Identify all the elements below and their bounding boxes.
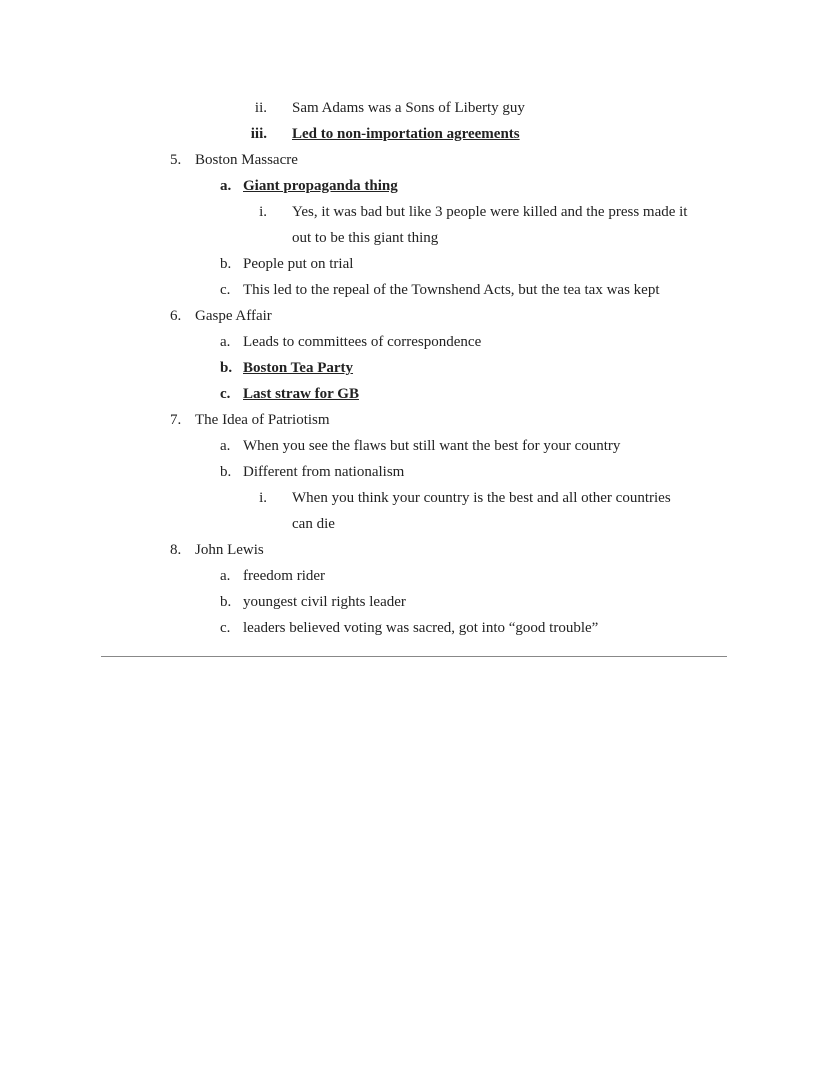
list-item [0,303,828,329]
list-item-text: People put on trial [243,256,354,272]
list-item-text: Boston Tea Party [243,360,354,376]
list-marker: 6. [170,308,182,324]
list-marker: 5. [170,152,182,168]
list-marker: iii. [250,126,267,142]
list-item-text: Led to non-importation agreements [292,126,520,142]
list-item [0,407,828,433]
list-item [0,459,828,485]
list-item [0,147,828,173]
list-item [0,615,828,641]
list-item [0,329,828,355]
list-marker: i. [259,204,267,220]
list-marker: a. [220,178,232,194]
list-item [0,251,828,277]
list-item [0,173,828,199]
list-item-text: Leads to committees of correspondence [243,334,482,350]
list-marker: i. [259,490,267,506]
list-marker: 8. [170,542,182,558]
list-item-text: Boston Massacre [195,152,298,168]
list-item [0,485,828,511]
list-item-text: When you see the flaws but still want the best for your country [243,438,621,454]
list-item-text: Last straw for GB [243,386,359,402]
list-item-text: leaders believed voting was sacred, got into “good trouble” [243,620,599,636]
list-item-text: Yes, it was bad but like 3 people were killed and the press made it [292,204,688,220]
list-item [0,433,828,459]
list-item [0,95,828,121]
list-marker: a. [220,438,231,454]
list-item-continuation [0,225,828,251]
list-marker: 7. [170,412,182,428]
horizontal-rule [101,656,727,657]
list-item-text: When you think your country is the best and all other countries [292,490,671,506]
list-marker: c. [220,620,231,636]
list-marker: b. [220,256,232,272]
list-item [0,563,828,589]
list-item-continuation [0,511,828,537]
list-item [0,355,828,381]
list-item [0,589,828,615]
list-item-text: Sam Adams was a Sons of Liberty guy [292,100,525,116]
list-item-text: The Idea of Patriotism [195,412,330,428]
list-marker: b. [220,360,233,376]
list-item-text: John Lewis [195,542,264,558]
list-marker: c. [220,386,231,402]
list-item-text: Giant propaganda thing [243,178,398,194]
list-item-text: freedom rider [243,568,326,584]
list-item-text: can die [292,516,335,532]
list-item-text: Different from nationalism [243,464,405,480]
list-item-text: youngest civil rights leader [243,594,406,610]
list-item [0,121,828,147]
list-item-text: Gaspe Affair [195,308,272,324]
list-marker: a. [220,568,231,584]
list-marker: b. [220,594,232,610]
list-marker: a. [220,334,231,350]
list-item-text: out to be this giant thing [292,230,439,246]
list-marker: c. [220,282,231,298]
list-marker: b. [220,464,232,480]
list-item [0,381,828,407]
list-item [0,537,828,563]
list-item [0,199,828,225]
list-marker: ii. [254,100,267,116]
list-item-text: This led to the repeal of the Townshend Acts, but the tea tax was kept [243,282,660,298]
list-item [0,277,828,303]
